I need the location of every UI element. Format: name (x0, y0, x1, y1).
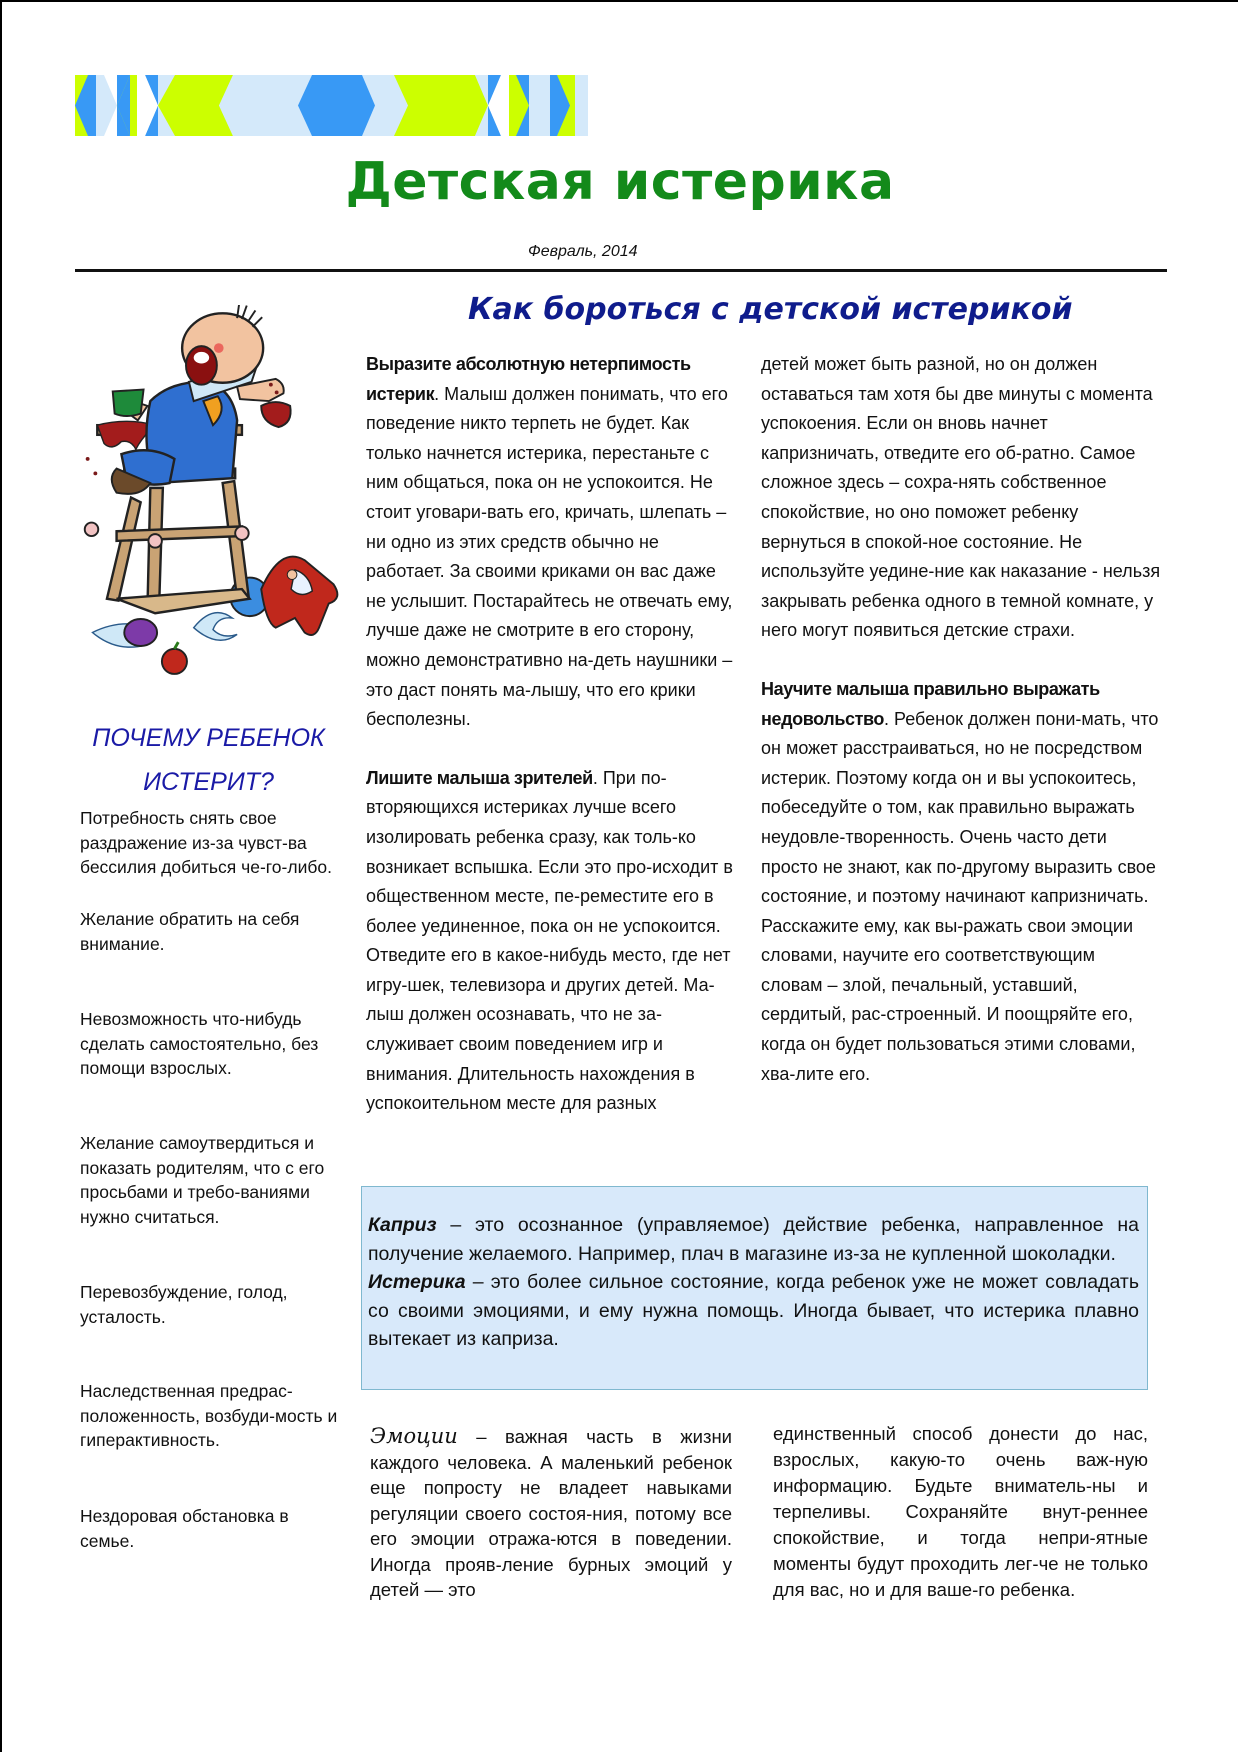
causes-list (80, 806, 345, 1553)
page-title: Детская истерика (345, 152, 895, 212)
issue-date: Февраль, 2014 (528, 243, 638, 260)
paragraph-lead: Выразите абсолютную нетерпимость истерик (366, 354, 691, 404)
definition-term: Каприз (368, 1214, 437, 1236)
article-paragraph (366, 764, 738, 1119)
cause-item: Наследственная предрас-положенность, возбуди-мость и гиперактивность. (80, 1381, 338, 1450)
cause-item: Потребность снять свое раздражение из-за чувст-ва бессилия добиться че-го-либо. (80, 808, 332, 877)
paragraph-lead: Лишите малыша зрителей (366, 767, 593, 788)
emotions-text: единственный способ донести до нас, взрослых, какую-то очень важ-ную информацию. Будьте вниматель-ны и терпеливы. Сохраняйте внут-реннее спокойствие, и тогда непри-ятные моменты будут проходить лег-че не только для вас, но и для ваше-го ребенка. (773, 1423, 1148, 1600)
paragraph-body: . При по-вторяющихся истериках лучше всего изолировать ребенка сразу, как толь-ко возникает вспышка. Если это про-исходит в общественном месте, пе-реместите его в более уединенное, пока он не успокоится. Отведите его в какое-нибудь место, где нет игру-шек, телевизора и других детей. Ма-лыш должен осознавать, что не за-служивает своим поведением игр и внимания. Длительность нахождения в успокоительном месте для разных (366, 767, 733, 1114)
article-headline: Как бороться с детской истерикой (468, 292, 1073, 325)
header-divider (75, 269, 1167, 272)
crying-child-illustration (78, 305, 348, 690)
emotions-text: – важная часть в жизни каждого человека. А маленький ребенок еще попросту не владеет навыками регуляции своего состоя-ния, потому все его эмоции отража-ются в поведении. Иногда прояв-ление бурных эмоций у детей — это (370, 1426, 732, 1600)
definition-term: Истерика (368, 1271, 466, 1293)
cause-item: Невозможность что-нибудь сделать самостоятельно, без помощи взрослых. (80, 1009, 319, 1078)
paragraph-body: . Малыш должен понимать, что его поведение никто терпеть не будет. Как только начнется истерика, перестаньте с ним общаться, пока он не успокоится. Не стоит уговари-вать его, кричать, шлепать – ни одно из этих средств обычно не работает. За своими криками он вас даже не услышит. Постарайтесь не отвечать ему, лучше даже не смотрите в его сторону, можно демонстративно на-деть наушники – это даст понять ма-лышу, что его крики бесполезны. (366, 383, 733, 730)
article-column-2 (761, 350, 1161, 1089)
emotions-column-2 (773, 1421, 1148, 1603)
definition-whim (368, 1211, 1139, 1268)
emotions-column-1 (370, 1424, 732, 1603)
definition-text: – это более сильное состояние, когда ребенок уже не может совладать со своими эмоциями, и ему нужна помощь. Иногда бывает, что истерика плавно вытекает из каприза. (368, 1271, 1139, 1350)
article-paragraph (761, 350, 1161, 646)
decorative-banner (75, 75, 1167, 136)
article-column-1 (366, 350, 738, 1119)
article-paragraph (761, 675, 1161, 1089)
paragraph-body: детей может быть разной, но он должен оставаться там хотя бы две минуты с момента успокоения. Если он вновь начнет капризничать, отведите его об-ратно. Самое сложное здесь – сохра-нять собственное спокойствие, но оно поможет ребенку вернуться в спокой-ное состояние. Не используйте уедине-ние как наказание - нельзя закрывать ребенка одного в темной комнате, у него могут появиться детские страхи. (761, 354, 1161, 641)
paragraph-body: . Ребенок должен пони-мать, что он может расстраиваться, но не посредством истерик. Поэтому когда он и вы успокоитесь, побеседуйте о том, как правильно выражать неудовле-творенность. Очень часто дети просто не знают, как по-другому выразить свое состояние, и поэтому начинают капризничать. Расскажите ему, как вы-ражать свои эмоции словами, научите его соответствующим словам – злой, печальный, уставший, сердитый, рас-строенный. И поощряйте его, когда он будет пользоваться этими словами, хва-лите его. (761, 708, 1159, 1084)
definition-text: – это осознанное (управляемое) действие ребенка, направленное на получение желаемого. Например, плач в магазине из-за не купленной шоколадки. (368, 1214, 1139, 1265)
paragraph-lead: Научите малыша правильно выражать недовольство (761, 678, 1100, 729)
definition-hysteria (368, 1268, 1139, 1354)
cause-item: Нездоровая обстановка в семье. (80, 1506, 289, 1551)
why-heading-line2: ИСТЕРИТ? (143, 768, 274, 796)
emotions-term: Эмоции (370, 1424, 458, 1448)
cause-item: Желание обратить на себя внимание. (80, 909, 300, 954)
cause-item: Перевозбуждение, голод, усталость. (80, 1282, 288, 1327)
cause-item: Желание самоутвердиться и показать родителям, что с его просьбами и требо-ваниями нужно считаться. (80, 1133, 325, 1227)
article-paragraph (366, 350, 738, 735)
why-heading-line1: ПОЧЕМУ РЕБЕНОК (92, 724, 325, 752)
why-section-heading (76, 716, 341, 804)
definitions-box (361, 1186, 1148, 1390)
